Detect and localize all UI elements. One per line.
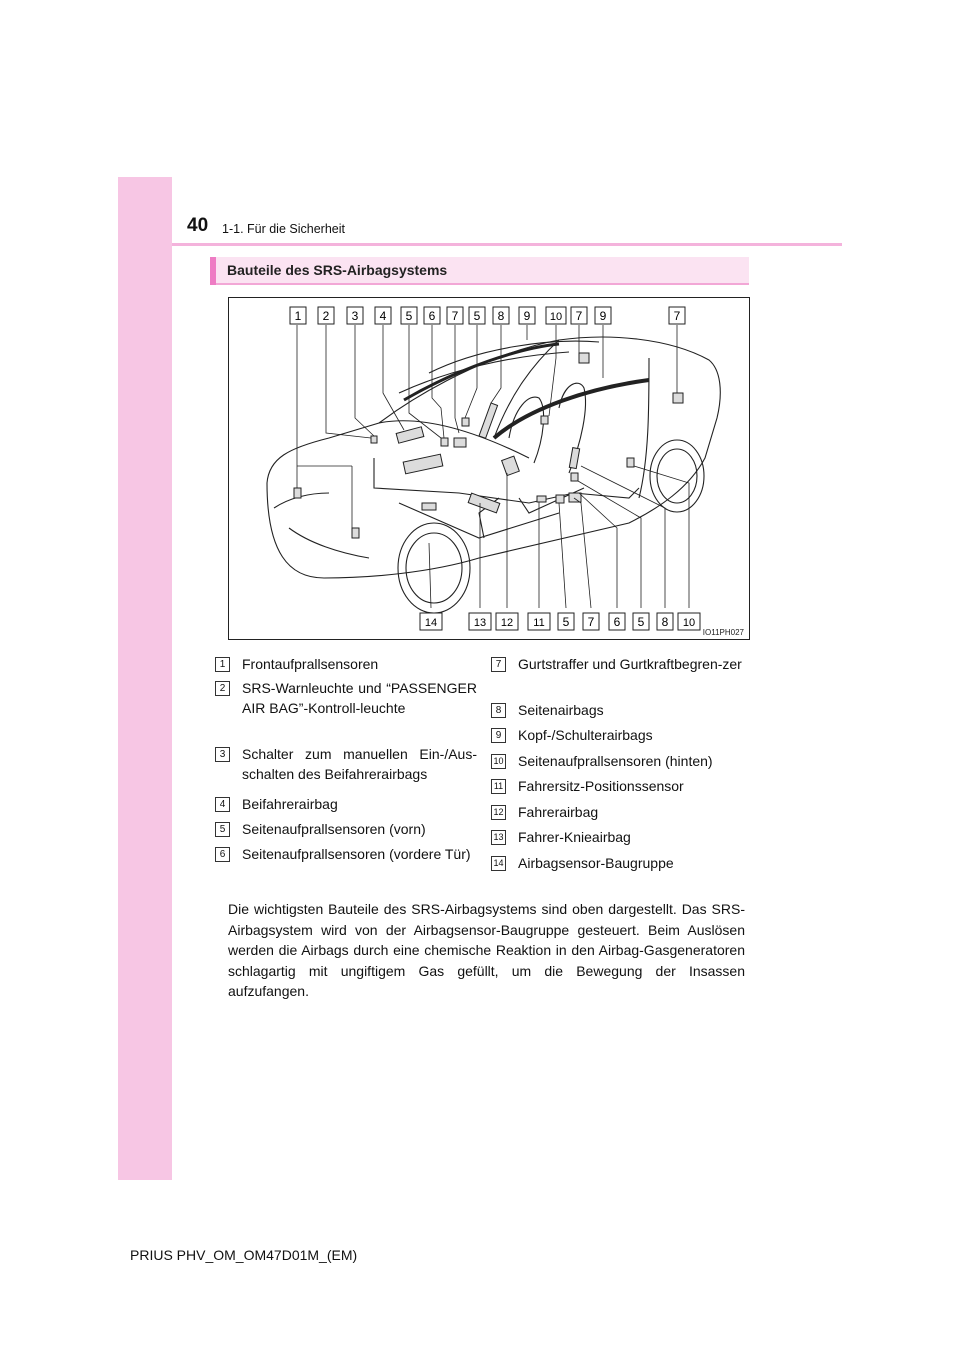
- legend-text: Seitenairbags: [518, 702, 604, 718]
- callout-bottom-1: 14: [424, 617, 438, 629]
- legend-text: Schalter zum manuellen Ein-/Aus-schalten des Beifahrerairbags: [242, 746, 477, 782]
- callout-top-6: 6: [428, 309, 436, 323]
- legend-text: Seitenaufprallsensoren (hinten): [518, 753, 713, 769]
- legend-text: SRS-Warnleuchte und “PASSENGER AIR BAG”-Kontroll-leuchte: [242, 680, 477, 716]
- legend-text: Kopf-/Schulterairbags: [518, 727, 653, 743]
- top-callouts: [290, 307, 685, 324]
- chapter-title: 1-1. Für die Sicherheit: [222, 222, 345, 236]
- legend-text: Seitenaufprallsensoren (vorn): [242, 821, 426, 837]
- figure-code: IO11PH027: [702, 628, 744, 637]
- section-title: Bauteile des SRS-Airbagsystems: [227, 262, 448, 278]
- callout-top-3: 3: [351, 309, 359, 323]
- callout-top-4: 4: [379, 309, 387, 323]
- callout-top-12: 7: [575, 309, 583, 323]
- callout-top-9: 8: [497, 309, 505, 323]
- callout-bottom-10: 10: [682, 617, 696, 629]
- legend-number: 8: [491, 703, 506, 718]
- legend-text: Fahrersitz-Positionssensor: [518, 778, 684, 794]
- section-heading: [210, 257, 749, 285]
- legend-number: 11: [491, 779, 506, 794]
- callout-top-10: 9: [523, 309, 531, 323]
- callout-top-7: 7: [451, 309, 459, 323]
- callout-bottom-4: 11: [533, 617, 545, 629]
- legend-number: 6: [215, 847, 230, 862]
- callout-top-13: 9: [599, 309, 607, 323]
- legend-text: Airbagsensor-Baugruppe: [518, 855, 674, 871]
- callout-bottom-6: 7: [587, 615, 595, 629]
- callout-top-5: 5: [405, 309, 413, 323]
- legend-number: 10: [491, 754, 506, 769]
- callout-top-2: 2: [322, 309, 330, 323]
- document-footer: PRIUS PHV_OM_OM47D01M_(EM): [130, 1247, 358, 1263]
- car-illustration: [229, 298, 749, 639]
- legend-text: Gurtstraffer und Gurtkraftbegren-zer: [518, 656, 742, 672]
- header-rule: [172, 243, 842, 246]
- legend-number: 12: [491, 805, 506, 820]
- callout-bottom-7: 6: [613, 615, 621, 629]
- page-number: 40: [187, 215, 209, 236]
- callout-top-1: 1: [294, 309, 302, 323]
- section-heading-accent: [210, 257, 216, 285]
- chapter-sidebar-tab: [118, 177, 172, 1180]
- legend-number: 1: [215, 657, 230, 672]
- legend-text: Fahrer-Knieairbag: [518, 829, 631, 845]
- callout-top-11: 10: [549, 311, 563, 323]
- car-outline: [267, 337, 720, 613]
- bottom-callouts: [420, 613, 700, 630]
- callout-top-14: 7: [673, 309, 681, 323]
- legend-number: 4: [215, 797, 230, 812]
- callout-bottom-8: 5: [637, 615, 645, 629]
- description-paragraph: Die wichtigsten Bauteile des SRS-Airbagsystems sind oben dargestellt. Das SRS-Airbagsystem wird von der Airbagsensor-Baugruppe gesteuert. Beim Auslösen werden die Airbags durch eine chemische Reaktion in den Airbag-Gasgeneratoren schlagartig mit ungiftigem Gas gefüllt, um die Bewegung der Insassen aufzufangen.: [228, 901, 745, 999]
- legend-number: 9: [491, 728, 506, 743]
- legend-number: 7: [491, 657, 506, 672]
- legend-number: 14: [491, 856, 506, 871]
- callout-bottom-3: 12: [500, 617, 514, 629]
- airbag-diagram: [228, 297, 750, 640]
- callout-top-8: 5: [473, 309, 481, 323]
- legend-text: Beifahrerairbag: [242, 796, 338, 812]
- legend-number: 13: [491, 830, 506, 845]
- legend-text: Fahrerairbag: [518, 804, 599, 820]
- legend-text: Frontaufprallsensoren: [242, 656, 379, 672]
- legend-number: 2: [215, 681, 230, 696]
- callout-bottom-5: 5: [562, 615, 570, 629]
- legend-number: 3: [215, 747, 230, 762]
- legend-number: 5: [215, 822, 230, 837]
- callout-bottom-9: 8: [661, 615, 669, 629]
- callout-bottom-2: 13: [473, 617, 487, 629]
- legend-text: Seitenaufprallsensoren (vordere Tür): [242, 846, 471, 862]
